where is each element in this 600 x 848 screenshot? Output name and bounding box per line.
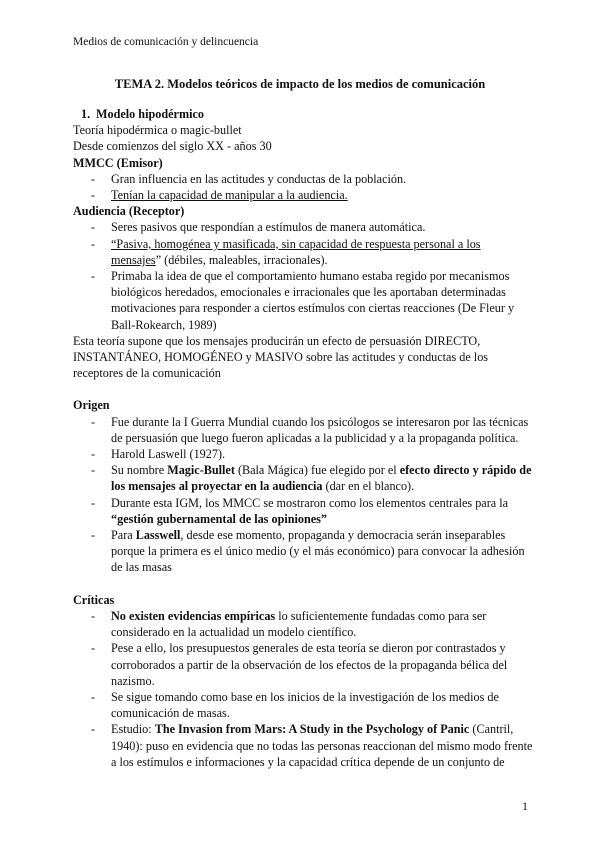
list-item-text: Primaba la idea de que el comportamiento humano estaba regido por mecanismos biológicos heredados, emocionales e irracionales que les aportaban determinadas motivaciones para responder a ciertos estímulos con ciertas reacciones (De Fleur y Ball-Rokearch, 1989): [111, 269, 515, 332]
dash-marker: -: [91, 269, 96, 284]
page-title: TEMA 2. Modelos teóricos de impacto de los medios de comunicación: [114, 77, 486, 91]
dash-marker: -: [91, 220, 96, 235]
quoted-text: “Pasiva, homogénea y masificada, sin capacidad de respuesta personal a los mensajes: [111, 236, 481, 267]
list-item-text: Pese a ello, los presupuestos generales de esta teoría se dieron por contrastados y corroborados a partir de la observación de los efectos de la propaganda bélica del nazismo.: [111, 641, 508, 688]
bold-run: Lasswell: [135, 528, 181, 543]
bold-run: The Invasion from Mars: A Study in the Psychology of Panic: [154, 722, 470, 737]
list-item: [75, 721, 533, 770]
intro-line: Desde comienzos del siglo XX - años 30: [73, 139, 272, 154]
text-run: Estudio:: [111, 722, 155, 737]
list-item-text: Se sigue tomando como base en los inicios de la investigación de los medios de comunicación de masas.: [111, 689, 499, 721]
mmcc-heading: MMCC (Emisor): [73, 155, 163, 170]
bold-run: Magic-Bullet: [167, 463, 235, 478]
dash-marker: -: [91, 495, 96, 510]
page-number: 1: [522, 799, 528, 813]
dash-marker: -: [91, 188, 96, 203]
bold-run: efecto directo y rápido de los mensajes al proyectar en la audiencia: [111, 463, 532, 494]
text-run: (Bala Mágica) fue elegido por el: [234, 463, 400, 478]
text-run: lo suficientemente fundadas como para ser considerado en la actualidad un modelo científico.: [111, 608, 487, 640]
criticas-heading: Críticas: [73, 592, 115, 607]
text-run: (Cantril, 1940): puso en evidencia que no todas las personas reaccionan del mismo modo frente a los estímulos e informaciones y la capacidad crítica depende de un conjunto de: [111, 722, 533, 769]
list-item-text: Fue durante la I Guerra Mundial cuando los psicólogos se interesaron por las técnicas de persuasión que luego fueron aplicadas a la publicidad y a la propaganda política.: [111, 414, 529, 445]
body-content: [73, 106, 533, 770]
list-item-text: Seres pasivos que respondían a estímulos de manera automática.: [111, 220, 426, 235]
text-run: Durante esta IGM, los MMCC se mostraron como los elementos centrales para la: [111, 495, 509, 510]
list-item-text: Harold Laswell (1927).: [111, 447, 226, 462]
intro-line: Teoría hipodérmica o magic-bullet: [73, 123, 242, 138]
dash-marker: -: [91, 528, 96, 543]
dash-marker: -: [91, 722, 96, 737]
list-item-text: ” (débiles, maleables, irracionales).: [155, 252, 328, 267]
section-number: 1.: [81, 107, 91, 121]
list-item-text: Tenían la capacidad de manipular a la audiencia.: [111, 188, 348, 203]
list-item: [75, 268, 533, 333]
running-header: Medios de comunicación y delincuencia: [73, 36, 259, 48]
dash-marker: -: [91, 447, 96, 462]
list-item: [75, 495, 533, 527]
list-item: [75, 171, 533, 187]
list-item: [75, 689, 533, 721]
dash-marker: -: [91, 236, 96, 251]
list-item: [75, 527, 533, 576]
list-item: [75, 414, 533, 446]
dash-marker: -: [91, 171, 96, 186]
text-run: Su nombre: [111, 463, 168, 478]
bold-run: “gestión gubernamental de las opiniones”: [111, 511, 328, 526]
dash-marker: -: [91, 608, 96, 623]
origen-heading: Origen: [73, 398, 110, 413]
text-run: Para: [111, 528, 136, 543]
bold-run: No existen evidencias empíricas: [111, 608, 276, 623]
dash-marker: -: [91, 641, 96, 656]
section-title: Modelo hipodérmico: [96, 107, 204, 121]
text-run: , desde ese momento, propaganda y democracia serán inseparables porque la primera es el único medio (y el más económico) para convocar la adhesión de las masas: [111, 528, 525, 575]
list-item: [75, 640, 533, 689]
audiencia-heading: Audiencia (Receptor): [73, 204, 185, 219]
list-item: [75, 219, 533, 235]
list-item: [75, 462, 533, 494]
list-item: [75, 446, 533, 462]
section-heading-1: [73, 106, 533, 122]
list-item: [75, 236, 533, 268]
dash-marker: -: [91, 463, 96, 478]
list-item-text: Gran influencia en las actitudes y conductas de la población.: [111, 171, 407, 186]
text-run: (dar en el blanco).: [322, 479, 415, 494]
list-item: [75, 608, 533, 640]
dash-marker: -: [91, 689, 96, 704]
dash-marker: -: [91, 414, 96, 429]
body-paragraph: Esta teoría supone que los mensajes producirán un efecto de persuasión DIRECTO, INSTANTÁNEO, HOMOGÉNEO y MASIVO sobre las actitudes y conductas de los receptores de la comunicación: [73, 333, 489, 381]
list-item: [75, 187, 533, 203]
